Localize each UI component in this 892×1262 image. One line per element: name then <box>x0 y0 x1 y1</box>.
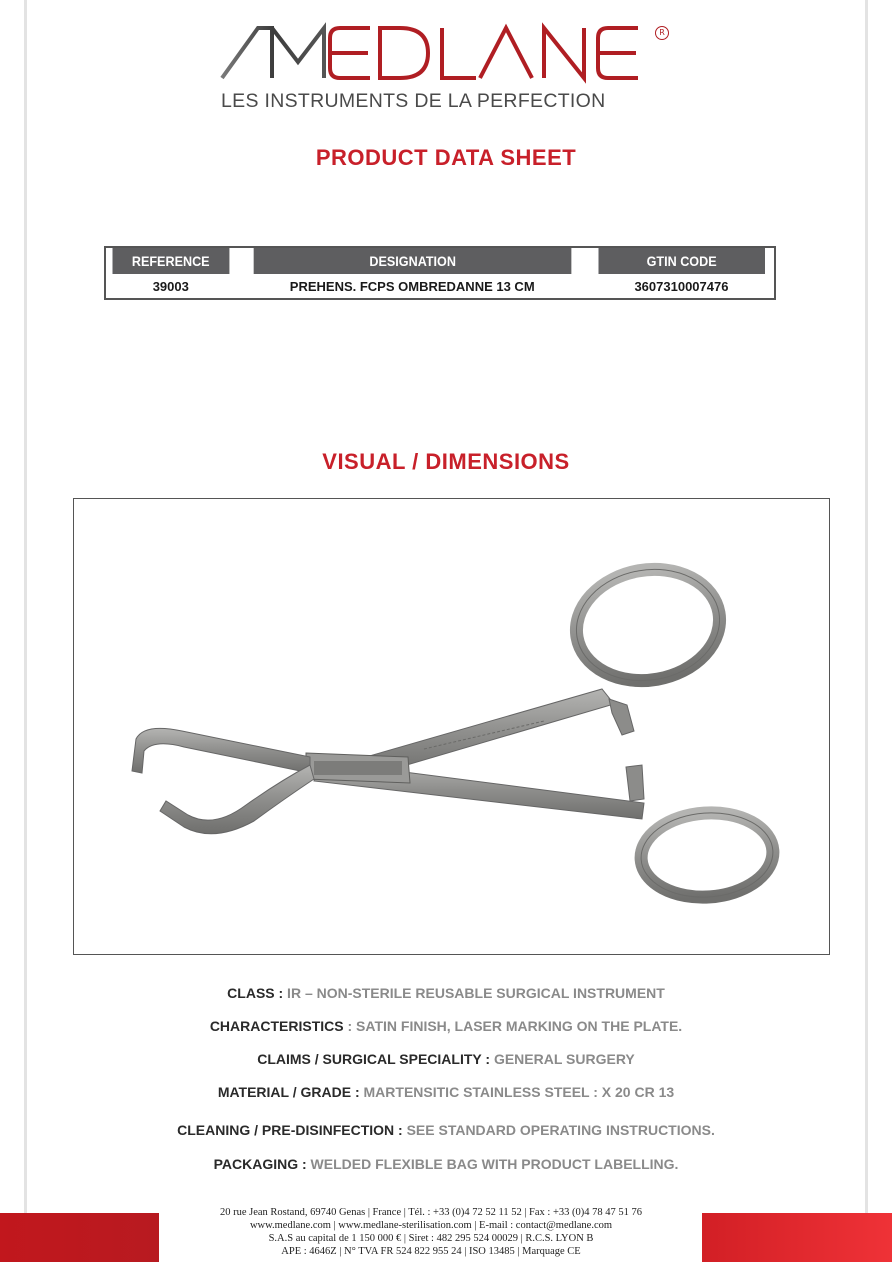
spec-characteristics <box>0 1018 892 1034</box>
table-header-row <box>105 247 775 274</box>
spec-class <box>0 985 892 1001</box>
cell-reference: 39003 <box>152 278 189 294</box>
spec-cleaning <box>0 1122 892 1138</box>
page-border-left <box>24 0 27 1262</box>
header-gtin-code: GTIN CODE <box>598 247 765 274</box>
spec-claims-label: CLAIMS / SURGICAL SPECIALITY : <box>257 1051 491 1067</box>
cell-designation: PREHENS. FCPS OMBREDANNE 13 CM <box>289 278 535 294</box>
header-designation: DESIGNATION <box>253 247 571 274</box>
table-row <box>105 274 775 299</box>
page-border-right <box>865 0 868 1262</box>
spec-characteristics-label: CHARACTERISTICS <box>209 1018 344 1034</box>
footer-web: www.medlane.com | www.medlane-sterilisation.com | E-mail : contact@medlane.com <box>249 1220 613 1231</box>
registered-mark: R <box>655 26 669 40</box>
spec-characteristics-value: : SATIN FINISH, LASER MARKING ON THE PLATE. <box>343 1018 683 1034</box>
visual-dimensions-title: VISUAL / DIMENSIONS <box>322 449 570 474</box>
spec-packaging-value: WELDED FLEXIBLE BAG WITH PRODUCT LABELLING. <box>306 1156 679 1172</box>
medlane-logo <box>218 22 678 117</box>
footer-legal: S.A.S au capital de 1 150 000 € | Siret : 482 295 524 00029 | R.C.S. LYON B <box>268 1233 594 1244</box>
spec-claims-value: GENERAL SURGERY <box>490 1051 635 1067</box>
logo-wordmark <box>218 22 658 84</box>
footer-company-info <box>160 1206 702 1258</box>
footer-address: 20 rue Jean Rostand, 69740 Genas | France | Tél. : +33 (0)4 72 52 11 52 | Fax : +33 (0)4 78 47 51 76 <box>219 1207 643 1218</box>
spec-class-label: CLASS : <box>227 985 284 1001</box>
footer-red-block-left <box>0 1213 159 1262</box>
spec-packaging <box>0 1156 892 1172</box>
surgical-forceps-icon <box>74 499 829 954</box>
spec-packaging-label: PACKAGING : <box>213 1156 307 1172</box>
spec-class-value: IR – NON-STERILE REUSABLE SURGICAL INSTRUMENT <box>283 985 665 1001</box>
spec-claims <box>0 1051 892 1067</box>
brand-tagline: LES INSTRUMENTS DE LA PERFECTION <box>221 90 606 112</box>
spec-cleaning-value: SEE STANDARD OPERATING INSTRUCTIONS. <box>402 1122 715 1138</box>
footer-red-block-right <box>702 1213 892 1262</box>
spec-material <box>0 1084 892 1100</box>
product-data-sheet-title: PRODUCT DATA SHEET <box>315 145 577 170</box>
product-visual-frame <box>73 498 830 955</box>
header-reference: REFERENCE <box>112 247 229 274</box>
product-reference-table <box>104 246 776 300</box>
spec-material-value: MARTENSITIC STAINLESS STEEL : X 20 CR 13 <box>359 1084 675 1100</box>
spec-cleaning-label: CLEANING / PRE-DISINFECTION : <box>177 1122 403 1138</box>
cell-gtin-code: 3607310007476 <box>634 278 729 294</box>
spec-material-label: MATERIAL / GRADE : <box>217 1084 360 1100</box>
footer-registration: APE : 4646Z | N° TVA FR 524 822 955 24 | ISO 13485 | Marquage CE <box>281 1246 581 1257</box>
